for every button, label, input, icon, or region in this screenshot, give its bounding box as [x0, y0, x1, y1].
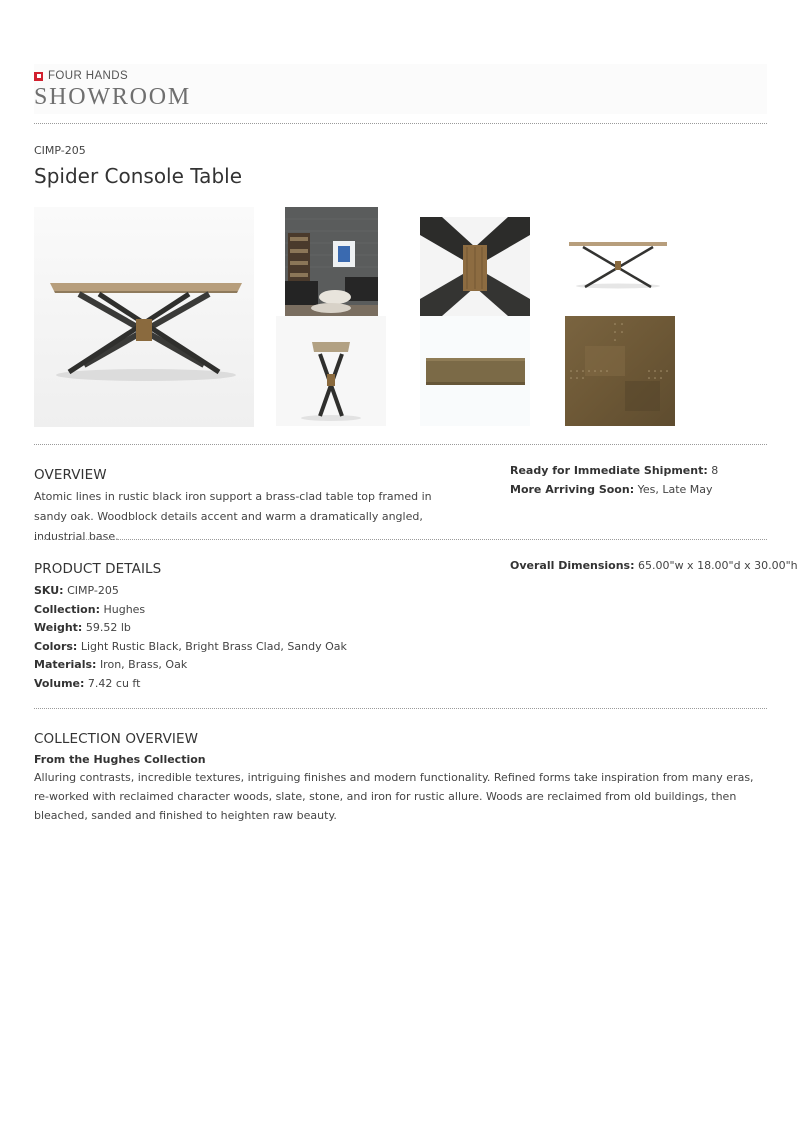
product-code: CIMP-205 — [34, 144, 86, 157]
divider — [34, 123, 767, 124]
arriving-value: Yes, Late May — [637, 483, 713, 496]
room-scene-image[interactable] — [285, 207, 378, 316]
detail-label: Colors: — [34, 639, 78, 653]
showroom-title: SHOWROOM — [34, 84, 192, 110]
collection-subheading-text: From the Hughes Collection — [34, 753, 206, 766]
brand-name: FOUR HANDS — [48, 70, 129, 82]
detail-materials — [34, 656, 347, 675]
shipment-value: 8 — [711, 464, 719, 477]
detail-colors — [34, 638, 347, 657]
overview-heading: OVERVIEW — [34, 467, 107, 483]
detail-value: Light Rustic Black, Bright Brass Clad, Sandy Oak — [80, 639, 347, 653]
dimensions-value: 65.00"w x 18.00"d x 30.00"h — [638, 559, 798, 572]
detail-volume — [34, 675, 347, 694]
arriving-status — [510, 481, 713, 500]
detail-value: Iron, Brass, Oak — [99, 658, 188, 671]
detail-collection — [34, 601, 347, 620]
detail-label: Volume: — [34, 676, 85, 690]
detail-label: Materials: — [34, 658, 97, 671]
shipment-status — [510, 462, 718, 481]
collection-text: Alluring contrasts, incredible textures, intriguing finishes and modern functionality. Refined forms take inspiration from many eras, re-worked with reclaimed character woods, slate, stone, and iron for rustic allure. Woods are reclaimed from old buildings, then bleached, sanded and finished to heighten raw beauty. — [34, 771, 754, 822]
brand-header — [34, 64, 767, 114]
front-view-image[interactable] — [563, 230, 673, 290]
base-detail-image[interactable] — [420, 217, 530, 316]
product-details-heading: PRODUCT DETAILS — [34, 561, 162, 577]
main-product-image[interactable] — [34, 207, 254, 427]
product-title: Spider Console Table — [34, 164, 242, 188]
arriving-label: More Arriving Soon: — [510, 483, 635, 496]
detail-label: SKU: — [34, 584, 64, 597]
divider — [34, 539, 767, 540]
side-view-image[interactable] — [276, 316, 386, 426]
brand-square-icon — [34, 72, 43, 81]
top-view-image[interactable] — [420, 316, 530, 426]
detail-sku — [34, 582, 347, 601]
divider — [34, 708, 767, 709]
detail-weight — [34, 619, 347, 638]
detail-value: CIMP-205 — [67, 584, 119, 597]
dimensions-label: Overall Dimensions: — [510, 559, 635, 572]
collection-overview-heading: COLLECTION OVERVIEW — [34, 731, 199, 747]
detail-value: 59.52 lb — [85, 621, 131, 634]
detail-value: 7.42 cu ft — [87, 676, 141, 690]
detail-value: Hughes — [103, 602, 146, 616]
brand-logo — [34, 70, 128, 82]
product-details-list — [34, 582, 347, 693]
divider — [34, 444, 767, 445]
brass-texture-image[interactable] — [565, 316, 675, 426]
overview-text: Atomic lines in rustic black iron support a brass-clad table top framed in sandy oak. Woodblock details accent and warm a dramatically angled, industrial base. — [34, 490, 432, 543]
overall-dimensions — [510, 557, 798, 576]
detail-label: Weight: — [34, 621, 83, 634]
collection-subheading — [34, 751, 206, 770]
shipment-label: Ready for Immediate Shipment: — [510, 464, 708, 477]
detail-label: Collection: — [34, 602, 100, 616]
